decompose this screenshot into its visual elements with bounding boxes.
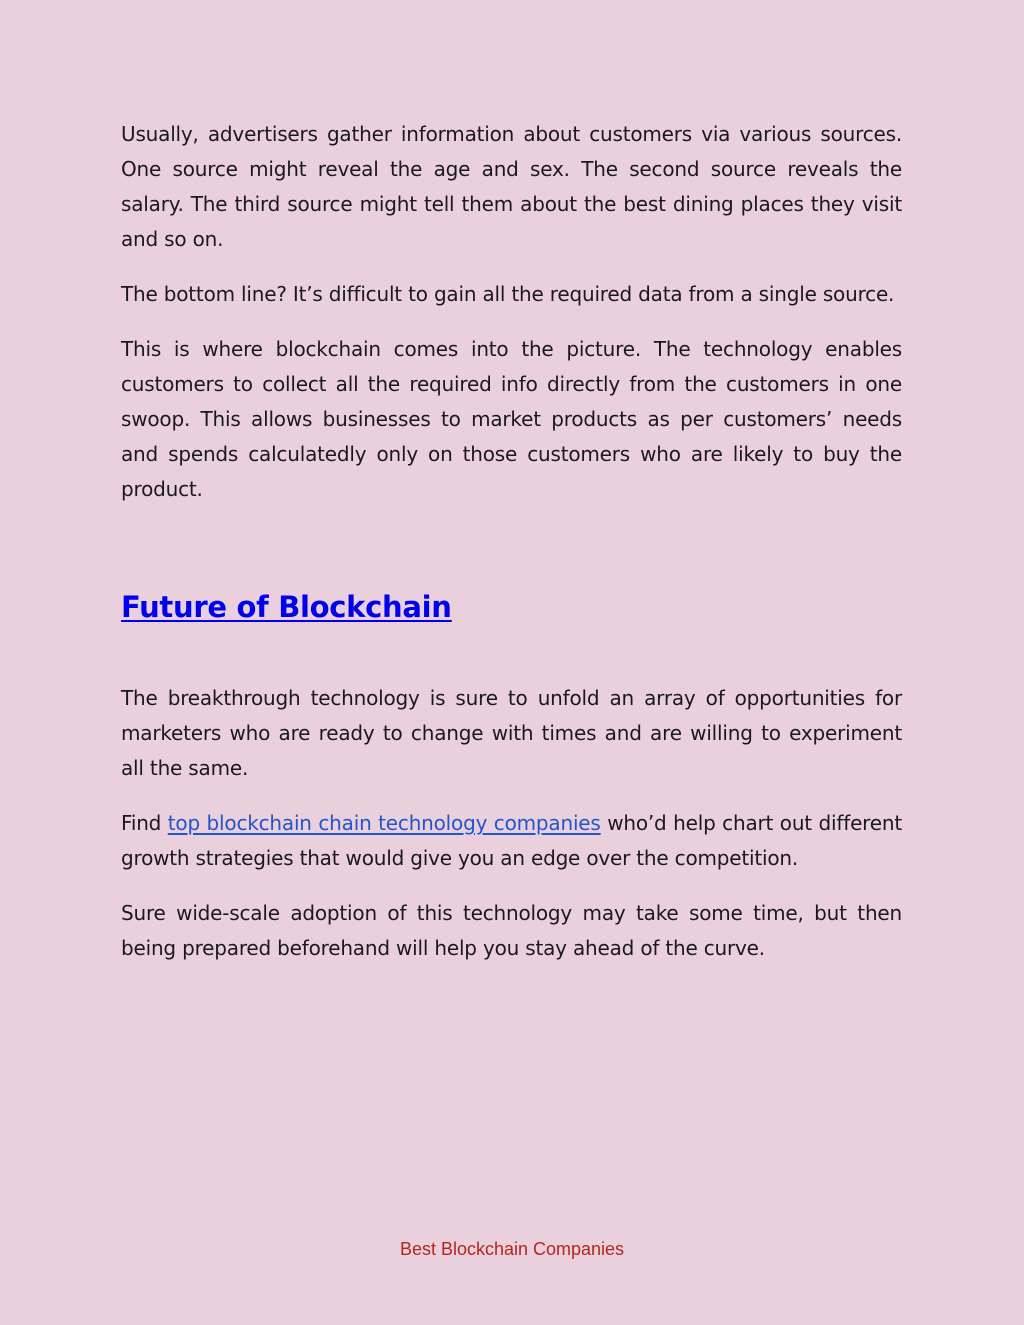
heading-link[interactable]: Future of Blockchain [121,590,452,624]
paragraph-breakthrough: The breakthrough technology is sure to unfold an array of opportunities for marketers who are ready to change with times and are willing to experiment all the same. [121,686,902,780]
find-suffix: who’d help chart out different growth strategies that would give you an edge over the competition. [121,811,902,870]
paragraph-bottom-line: The bottom line? It’s difficult to gain all the required data from a single source. [121,282,895,306]
top-blockchain-companies-link[interactable]: top blockchain chain technology companies [167,811,601,835]
document-body [121,117,902,986]
paragraph-find-companies [121,806,902,876]
page-footer: Best Blockchain Companies [399,1239,625,1259]
paragraph-wide-scale-adoption: Sure wide-scale adoption of this technology may take some time, but then being prepared beforehand will help you stay ahead of the curve. [121,901,902,960]
find-prefix: Find [121,811,168,835]
section-heading-future-of-blockchain[interactable] [121,589,902,625]
paragraph-blockchain-picture: This is where blockchain comes into the picture. The technology enables customers to collect all the required info directly from the customers in one swoop. This allows businesses to market products as per customers’ needs and spends calculatedly only on those customers who are likely to buy the product. [121,337,902,501]
paragraph-data-sources: Usually, advertisers gather information about customers via various sources. One source might reveal the age and sex. The second source reveals the salary. The third source might tell them about the best dining places they visit and so on. [121,122,902,251]
